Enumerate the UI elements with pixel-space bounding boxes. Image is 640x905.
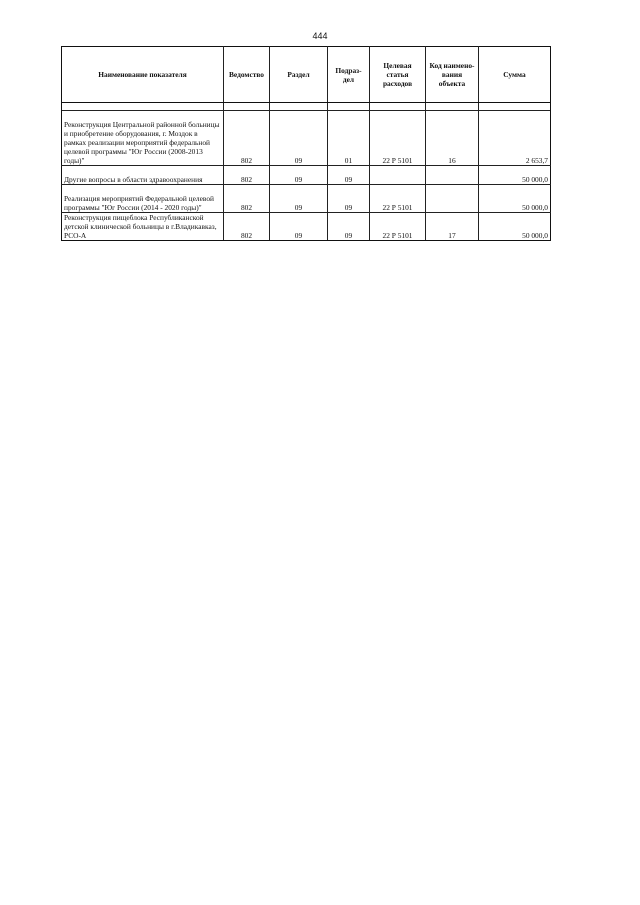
row-target: 22 Р 5101 (370, 213, 426, 241)
header-name: Наименование показателя (62, 47, 224, 103)
table-row (62, 185, 551, 213)
row-ministry: 802 (224, 111, 270, 166)
row-amount: 50 000,0 (479, 166, 551, 185)
table-row (62, 166, 551, 185)
spacer-row (62, 103, 551, 111)
row-target (370, 166, 426, 185)
header-subsection: Подраз-дел (328, 47, 370, 103)
row-name: Другие вопросы в области здравоохранения (62, 166, 224, 185)
row-section: 09 (270, 111, 328, 166)
row-target: 22 Р 5101 (370, 111, 426, 166)
header-object-code: Код наимено-вания объекта (426, 47, 479, 103)
table-header-row (62, 47, 551, 103)
row-ministry: 802 (224, 166, 270, 185)
row-section: 09 (270, 185, 328, 213)
row-subsection: 01 (328, 111, 370, 166)
header-amount: Сумма (479, 47, 551, 103)
row-subsection: 09 (328, 166, 370, 185)
row-section: 09 (270, 213, 328, 241)
row-name: Реализация мероприятий Федеральной целевой программы "Юг России (2014 - 2020 годы)" (62, 185, 224, 213)
row-object-code (426, 185, 479, 213)
row-ministry: 802 (224, 213, 270, 241)
table-row (62, 213, 551, 241)
row-object-code: 17 (426, 213, 479, 241)
row-ministry: 802 (224, 185, 270, 213)
row-object-code: 16 (426, 111, 479, 166)
table-row (62, 111, 551, 166)
row-subsection: 09 (328, 185, 370, 213)
row-target: 22 Р 5101 (370, 185, 426, 213)
row-amount: 2 653,7 (479, 111, 551, 166)
row-amount: 50 000,0 (479, 185, 551, 213)
page-number: 444 (312, 31, 328, 41)
row-amount: 50 000,0 (479, 213, 551, 241)
row-subsection: 09 (328, 213, 370, 241)
row-section: 09 (270, 166, 328, 185)
row-object-code (426, 166, 479, 185)
budget-table (61, 46, 551, 241)
header-target: Целевая статья расходов (370, 47, 426, 103)
header-section: Раздел (270, 47, 328, 103)
row-name: Реконструкция пищеблока Республиканской детской клинической больницы в г.Владикавказ, РСО-А (62, 213, 224, 241)
row-name: Реконструкция Центральной районной больницы и приобретение оборудования, г. Моздок в рамках реализации мероприятий федеральной целевой программы "Юг России (2008-2013 годы)" (62, 111, 224, 166)
header-ministry: Ведомство (224, 47, 270, 103)
